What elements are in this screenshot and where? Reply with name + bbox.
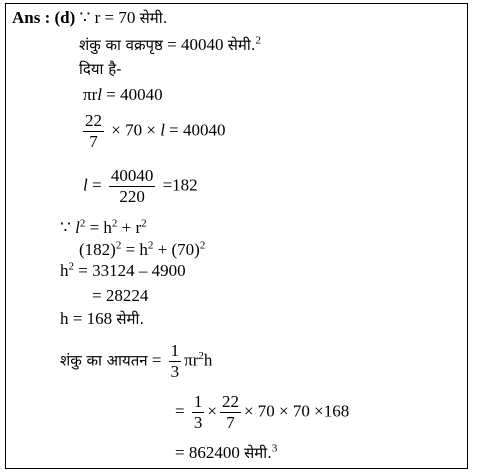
var-r: r [91,85,98,104]
fraction-1-3 [192,392,205,433]
curved-surface-value: = 40040 [167,35,224,54]
result-28224: = 28224 [92,286,149,305]
subtraction: = 33124 – 4900 [74,261,186,280]
unit-cm: सेमी. [227,36,256,54]
answer-line [12,8,167,28]
volume-formula-line [60,341,212,382]
curved-surface-line [79,35,261,55]
fraction-equation [80,111,226,152]
height-value: h = 168 [60,309,113,328]
term-182: (182) [79,240,116,259]
h-squared-line [60,261,186,281]
var-l: l [83,175,88,195]
volume-result-line [175,443,277,463]
denominator: 7 [89,132,98,151]
because-symbol: ∵ [79,8,91,27]
var-h: h [203,350,213,370]
h-term: = h [121,240,148,259]
equals: = [175,401,185,421]
equals: = [91,175,102,195]
equation-value: = 40040 [106,85,163,104]
multiply-tail: × 70 × 70 ×168 [243,401,350,421]
answer-label: Ans : (d) [12,8,76,27]
var-l: l [75,218,80,237]
denominator: 3 [170,362,180,381]
unit-cm: सेमी. [244,444,272,462]
l-equation [83,166,198,207]
numerator: 40040 [110,166,154,185]
exponent: 3 [271,442,278,455]
fraction-22-7 [83,111,104,152]
pi-symbol: π [83,85,92,104]
exponent: 2 [141,217,147,230]
height-result-line [60,309,144,329]
r-term: + r [117,218,142,237]
exponent: 2 [111,217,118,230]
exponent: 2 [68,260,74,273]
var-l: l [160,120,165,140]
exponent: 2 [147,239,154,252]
because-symbol: ∵ [60,218,71,237]
denominator: 7 [226,413,235,432]
pi-r-l-equation [83,85,163,105]
pi-r: πr [184,350,199,370]
unit-cm: सेमी. [116,310,145,328]
given-label: दिया है- [79,60,122,78]
exponent: 2 [115,239,122,252]
numerator: 22 [221,392,239,411]
var-l: l [97,85,102,104]
equation-value: = 40040 [169,120,226,140]
exponent: 2 [255,34,261,47]
unit-cm: सेमी. [139,9,168,27]
pythagoras-line [60,218,147,238]
volume-substitution-line [175,392,349,433]
fraction-40040-220 [109,166,156,207]
equals: = [151,350,162,370]
fraction-22-7 [220,392,241,433]
radius-equation: r = 70 [94,8,136,27]
term-70: + (70) [153,240,200,259]
given-line [79,59,122,79]
denominator: 220 [119,187,145,206]
var-h: h [60,261,69,280]
multiply: × [207,401,217,421]
substitution-line [79,240,205,260]
exponent: 2 [198,349,204,362]
numerator: 1 [193,392,203,411]
result-182: =182 [162,175,198,195]
exponent: 2 [199,239,206,252]
denominator: 3 [193,413,203,432]
multiply-70: × 70 × [111,120,156,140]
exponent: 2 [79,217,86,230]
volume-label: शंकु का आयतन [60,351,148,370]
numerator: 1 [170,341,180,360]
volume-value: = 862400 [175,443,240,462]
numerator: 22 [85,111,102,130]
fraction-1-3 [169,341,182,382]
h-term: = h [89,218,112,237]
curved-surface-label: शंकु का वक्रपृष्ठ [79,36,163,54]
result-28224-line [92,286,148,306]
